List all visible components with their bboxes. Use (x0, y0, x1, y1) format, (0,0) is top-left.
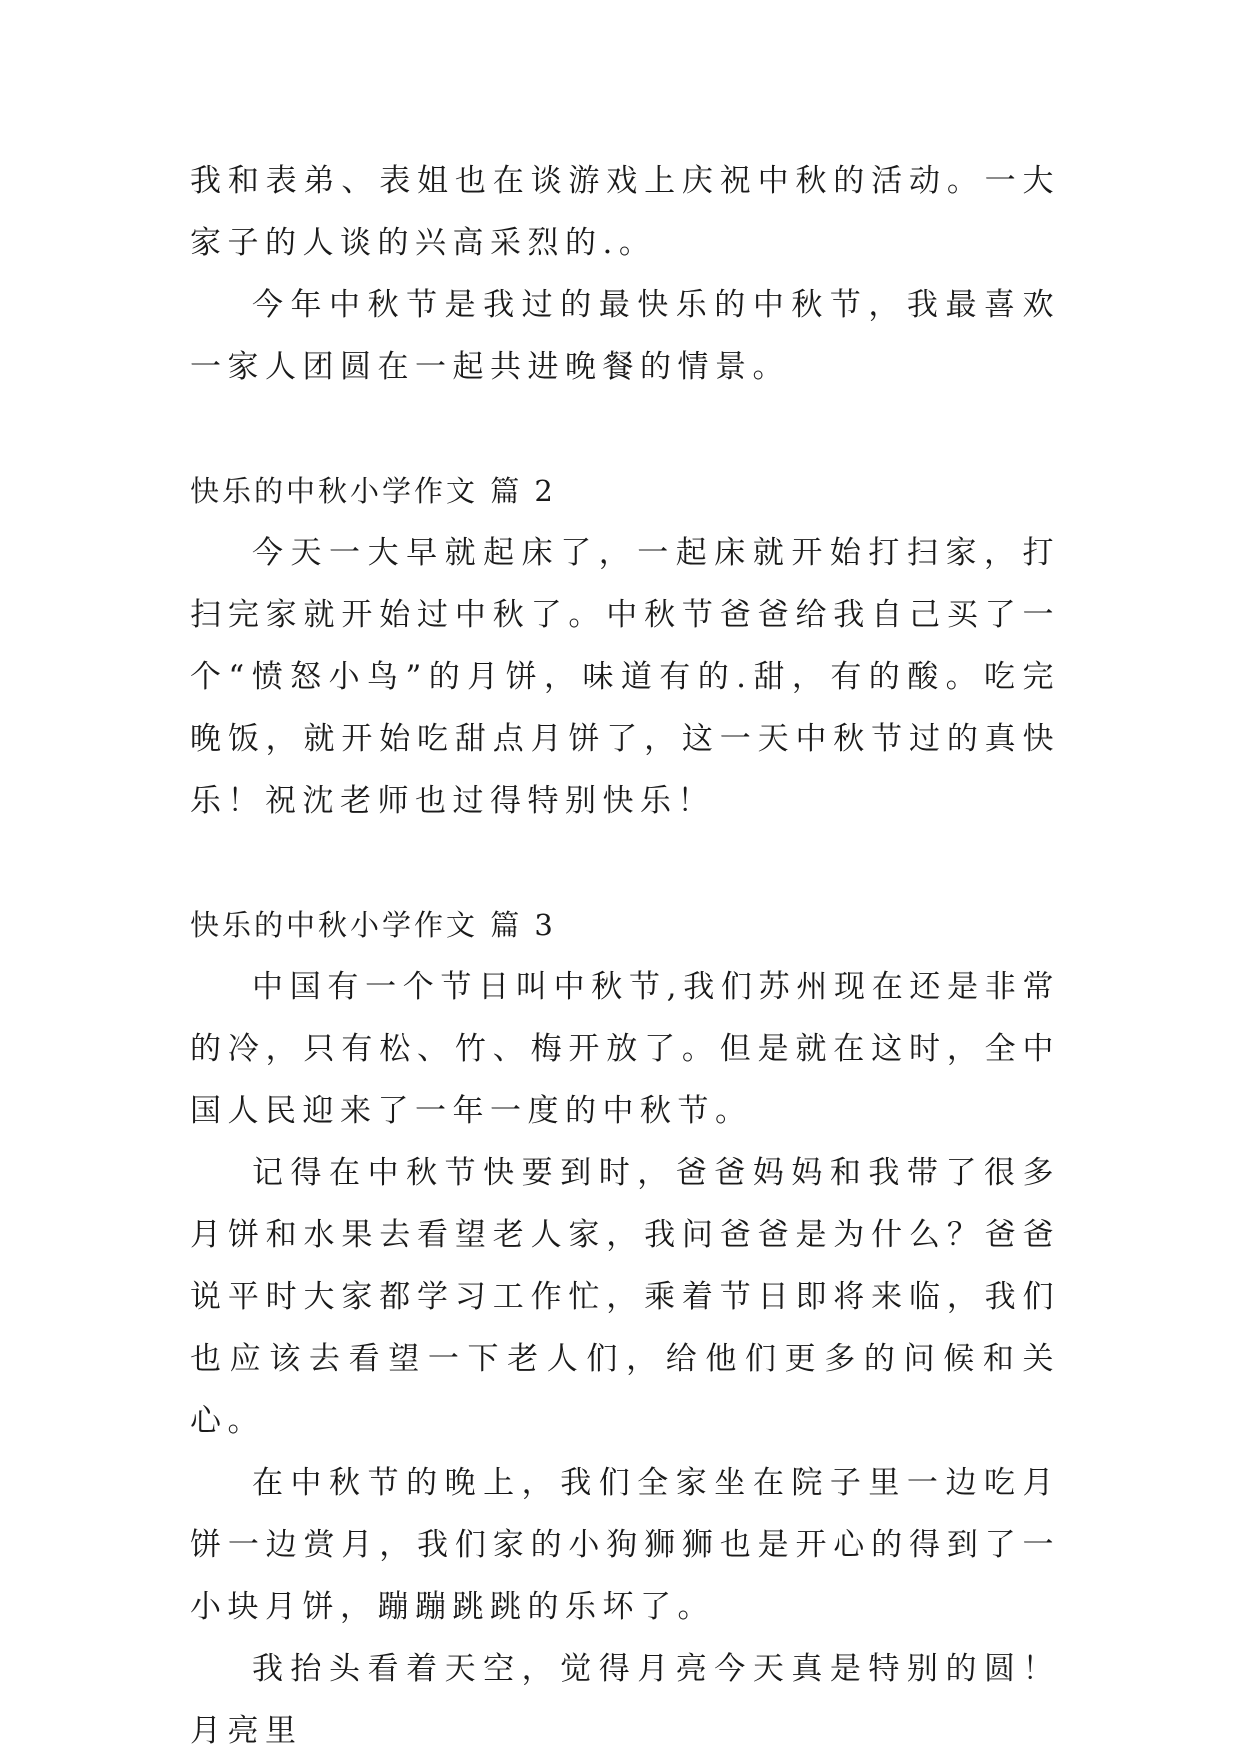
section3-paragraph-1: 中国有一个节日叫中秋节,我们苏州现在还是非常的冷，只有松、竹、梅开放了。但是就在这时，全中国人民迎来了一年一度的中秋节。 (190, 969, 1060, 1129)
section2-paragraph-1: 今天一大早就起床了，一起床就开始打扫家，打扫完家就开始过中秋了。中秋节爸爸给我自己买了一个“愤怒小鸟”的月饼，味道有的.甜，有的酸。吃完晚饭，就开始吃甜点月饼了，这一天中秋节过的真快乐！祝沈老师也过得特别快乐！ (190, 535, 1060, 819)
section3-heading: 快乐的中秋小学作文 篇 3 (190, 908, 556, 942)
document-page (190, 150, 1060, 1762)
section2-heading: 快乐的中秋小学作文 篇 2 (190, 474, 556, 508)
section-spacer (190, 832, 1060, 894)
section-spacer (190, 398, 1060, 460)
section3-paragraph-3: 在中秋节的晚上，我们全家坐在院子里一边吃月饼一边赏月，我们家的小狗狮狮也是开心的得到了一小块月饼，蹦蹦跳跳的乐坏了。 (190, 1465, 1060, 1625)
section3-paragraph-2: 记得在中秋节快要到时，爸爸妈妈和我带了很多月饼和水果去看望老人家，我问爸爸是为什么？爸爸说平时大家都学习工作忙，乘着节日即将来临，我们也应该去看望一下老人们，给他们更多的问候和关心。 (190, 1155, 1060, 1439)
section1-paragraph-1: 我和表弟、表姐也在谈游戏上庆祝中秋的活动。一大家子的人谈的兴高采烈的.。 (190, 163, 1060, 261)
section3-paragraph-4: 我抬头看着天空，觉得月亮今天真是特别的圆！月亮里 (190, 1651, 1060, 1749)
section1-paragraph-2: 今年中秋节是我过的最快乐的中秋节，我最喜欢一家人团圆在一起共进晚餐的情景。 (190, 287, 1060, 385)
